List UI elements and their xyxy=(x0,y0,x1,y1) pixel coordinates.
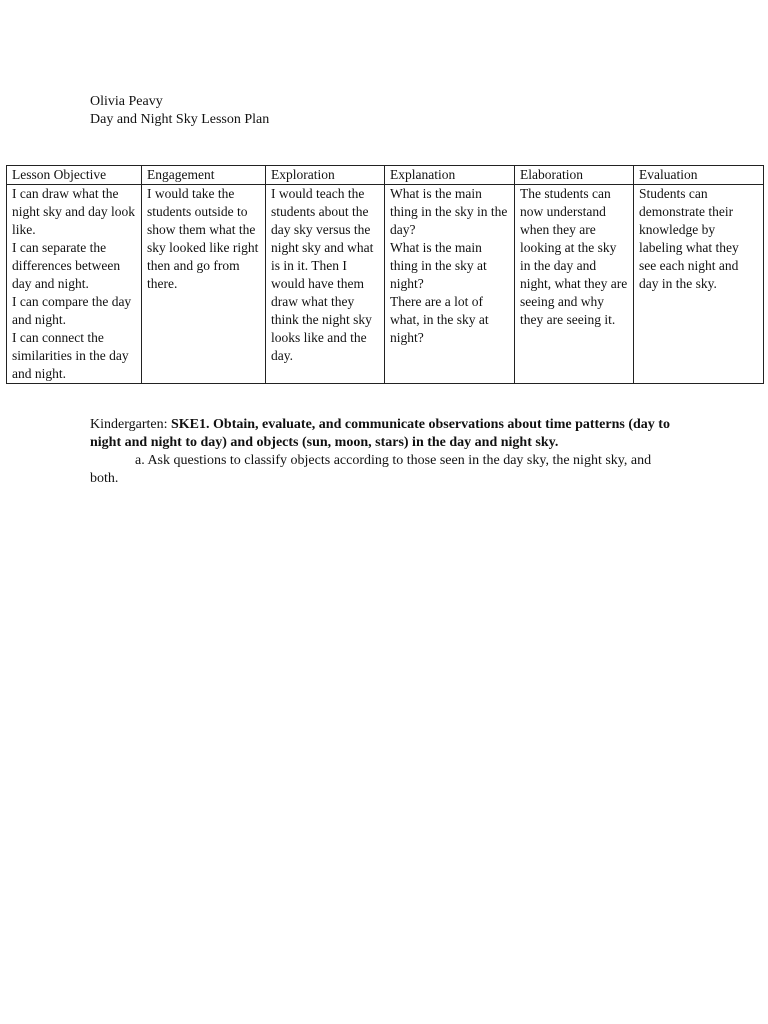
cell-elaboration: The students can now understand when they are looking at the sky in the day and night, what they are seeing and why they are seeing it. xyxy=(515,185,634,384)
cell-explanation: What is the main thing in the sky in the day? What is the main thing in the sky at night? There are a lot of what, in the sky at night? xyxy=(385,185,515,384)
document-title: Day and Night Sky Lesson Plan xyxy=(90,112,270,127)
column-header-evaluation: Evaluation xyxy=(634,166,764,185)
cell-exploration: I would teach the students about the day sky versus the night sky and what is in it. Then I would have them draw what they think the night sky looks like and the day. xyxy=(266,185,385,384)
column-header-exploration: Exploration xyxy=(266,166,385,185)
lesson-plan-table xyxy=(6,165,764,384)
standard-code-text: SKE1. Obtain, evaluate, and communicate observations about time patterns (day to night and night to day) and objects (sun, moon, stars) in the day and night sky. xyxy=(90,417,670,450)
table-row xyxy=(7,185,764,384)
cell-engagement: I would take the students outside to show them what the sky looked like right then and go from there. xyxy=(142,185,266,384)
standard-item-a: a. Ask questions to classify objects according to those seen in the day sky, the night sky, and both. xyxy=(90,453,652,486)
grade-label: Kindergarten: xyxy=(90,417,168,432)
column-header-lesson-objective: Lesson Objective xyxy=(7,166,142,185)
author-name: Olivia Peavy xyxy=(90,94,163,109)
cell-lesson-objective: I can draw what the night sky and day look like. I can separate the differences between day and night. I can compare the day and night. I can connect the similarities in the day and night. xyxy=(7,185,142,384)
column-header-explanation: Explanation xyxy=(385,166,515,185)
table-header-row xyxy=(7,166,764,185)
standard-paragraph xyxy=(90,416,680,488)
column-header-elaboration: Elaboration xyxy=(515,166,634,185)
column-header-engagement: Engagement xyxy=(142,166,266,185)
cell-evaluation: Students can demonstrate their knowledge by labeling what they see each night and day in the sky. xyxy=(634,185,764,384)
